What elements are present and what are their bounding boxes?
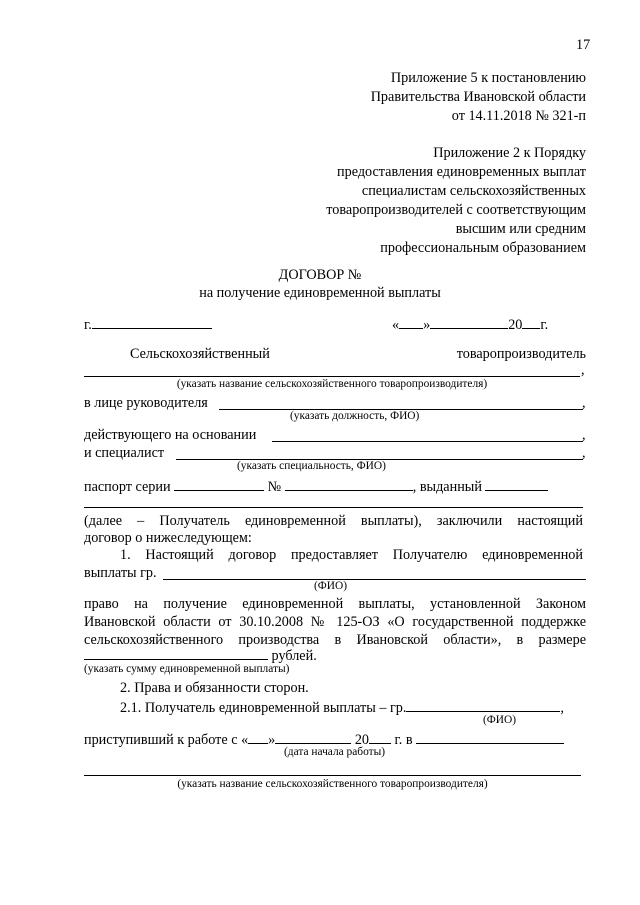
page-number: 17 xyxy=(576,37,591,53)
quote-open: « xyxy=(392,317,400,333)
appendix-header-line: Приложение 2 к Порядку xyxy=(433,145,586,161)
party-word-2: товаропроизводитель xyxy=(456,346,586,362)
party-word-1: Сельскохозяйственный xyxy=(130,346,270,362)
start-year-blank xyxy=(369,730,391,744)
document-title: ДОГОВОР № xyxy=(278,267,362,283)
clause-2-1-prefix: 2.1. Получатель единовременной выплаты – гр. xyxy=(120,700,407,716)
issued-label: , выданный xyxy=(412,479,482,495)
date-field-row xyxy=(392,315,548,333)
appendix-header-line: специалистам сельскохозяйственных xyxy=(361,183,586,199)
recipient-fio-line xyxy=(163,579,586,580)
document-subtitle: на получение единовременной выплаты xyxy=(199,285,441,301)
employer-name-line xyxy=(84,775,581,776)
employer-blank xyxy=(416,730,564,744)
start-month-blank xyxy=(275,730,351,744)
recipient-fio-blank xyxy=(406,698,560,712)
day-blank xyxy=(399,315,423,329)
hint-party-name: (указать название сельскохозяйственного товаропроизводителя) xyxy=(176,378,488,390)
clause-1-line: право на получение единовременной выплаты, установленной Законом xyxy=(84,596,586,612)
clause-1-line: Ивановской области от 30.10.2008 № 125-ОЗ «О государственной поддержке xyxy=(84,614,586,630)
passport-series-blank xyxy=(174,477,264,491)
issued-blank xyxy=(485,477,548,491)
number-sign: № xyxy=(267,479,282,495)
appendix-header-line: Приложение 5 к постановлению xyxy=(390,70,586,86)
acting-basis-label: действующего на основании xyxy=(84,427,257,443)
hint-fio: (ФИО) xyxy=(314,580,348,592)
month-blank xyxy=(430,315,508,329)
appendix-header-line: товаропроизводителей с соответствующим xyxy=(326,202,586,218)
started-city: г. в xyxy=(394,732,413,748)
started-prefix: приступивший к работе с « xyxy=(84,732,249,748)
appendix-header-line: предоставления единовременных выплат xyxy=(337,164,586,180)
appendix-header-line: Правительства Ивановской области xyxy=(370,89,586,105)
represented-by-label: в лице руководителя xyxy=(84,395,208,411)
preamble-line: договор о нижеследующем: xyxy=(84,530,252,546)
comma: , xyxy=(581,362,585,378)
sum-blank xyxy=(84,646,268,660)
passport-series-label: паспорт серии xyxy=(84,479,171,495)
comma: , xyxy=(582,427,586,443)
clause-1-recipient-prefix: выплаты гр. xyxy=(84,565,157,581)
preamble-line: (далее – Получатель единовременной выплаты), заключили настоящий xyxy=(84,513,583,529)
clause-1-line: 1. Настоящий договор предоставляет Получателю единовременной xyxy=(120,547,583,563)
city-field-row xyxy=(84,315,212,333)
started-year-prefix: 20 xyxy=(354,732,369,748)
comma: , xyxy=(582,445,586,461)
clause-2-heading: 2. Права и обязанности сторон. xyxy=(120,680,309,696)
hint-start-date: (дата начала работы) xyxy=(284,746,386,758)
hint-fio: (ФИО) xyxy=(483,714,517,726)
basis-line xyxy=(272,441,583,442)
start-day-blank xyxy=(248,730,268,744)
rubles-label: рублей. xyxy=(271,648,317,664)
year-prefix: 20 xyxy=(508,317,523,333)
city-prefix: г. xyxy=(84,317,92,333)
city-blank xyxy=(92,315,212,329)
started-quote-close: » xyxy=(268,732,276,748)
comma: , xyxy=(582,395,586,411)
hint-position: (указать должность, ФИО) xyxy=(290,410,420,422)
sum-row xyxy=(84,646,317,664)
quote-close: » xyxy=(423,317,431,333)
party-name-line xyxy=(84,376,580,377)
comma: , xyxy=(560,700,564,716)
issued-by-line xyxy=(84,507,583,508)
passport-row xyxy=(84,477,548,495)
clause-1-line: сельскохозяйственного производства в Ивановской области», в размере xyxy=(84,632,586,648)
specialist-label: и специалист xyxy=(84,445,165,461)
hint-party-name: (указать название сельскохозяйственного товаропроизводителя) xyxy=(177,778,488,790)
hint-specialty: (указать специальность, ФИО) xyxy=(237,460,386,472)
passport-number-blank xyxy=(285,477,413,491)
hint-sum: (указать сумму единовременной выплаты) xyxy=(84,663,290,675)
year-blank xyxy=(522,315,540,329)
appendix-header-line: высшим или средним xyxy=(455,221,586,237)
year-suffix: г. xyxy=(540,317,549,333)
appendix-header-line: профессиональным образованием xyxy=(380,240,586,256)
appendix-header-line: от 14.11.2018 № 321-п xyxy=(451,108,586,124)
